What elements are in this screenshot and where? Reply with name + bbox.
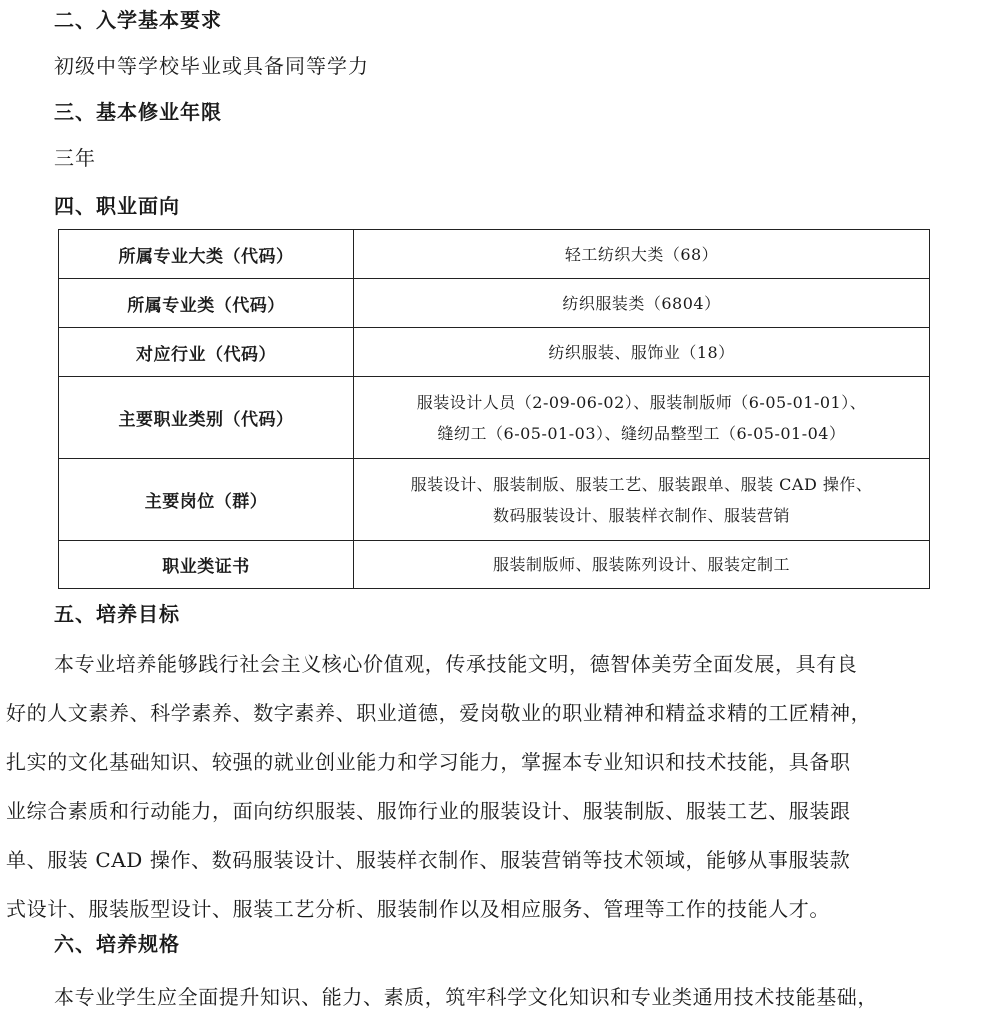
table-value-line: 缝纫工（6-05-01-03）、缝纫品整型工（6-05-01-04） bbox=[437, 423, 846, 443]
table-value-cell bbox=[354, 230, 930, 279]
paragraph-line: 本专业培养能够践行社会主义核心价值观，传承技能文明，德智体美劳全面发展，具有良 bbox=[54, 652, 858, 676]
table-row bbox=[59, 541, 930, 589]
table-row bbox=[59, 328, 930, 377]
paragraph-line: 本专业学生应全面提升知识、能力、素质，筑牢科学文化知识和专业类通用技术技能基础， bbox=[54, 985, 878, 1009]
paragraph-line: 单、服装 CAD 操作、数码服装设计、服装样衣制作、服装营销等技术领域，能够从事服装款 bbox=[6, 848, 851, 872]
table-value-line: 服装设计、服装制版、服装工艺、服装跟单、服装 CAD 操作、 bbox=[410, 474, 873, 494]
study-duration-text: 三年 bbox=[54, 146, 96, 170]
table-value-line: 纺织服装、服饰业（18） bbox=[548, 342, 735, 362]
table-key-cell: 主要岗位（群） bbox=[59, 459, 354, 541]
table-value-cell bbox=[354, 279, 930, 328]
table-key-cell: 对应行业（代码） bbox=[59, 328, 354, 377]
heading-career-orientation: 四、职业面向 bbox=[54, 194, 180, 218]
table-value-cell bbox=[354, 459, 930, 541]
table-value-line: 服装制版师、服装陈列设计、服装定制工 bbox=[492, 555, 790, 574]
heading-training-specifications: 六、培养规格 bbox=[54, 932, 180, 956]
table-value-line: 轻工纺织大类（68） bbox=[564, 244, 719, 264]
training-specifications-paragraph bbox=[6, 973, 996, 1022]
table-value-line: 纺织服装类（6804） bbox=[562, 293, 721, 313]
training-goals-paragraph bbox=[6, 640, 996, 934]
table-value-cell bbox=[354, 377, 930, 459]
table-value-line: 服装设计人员（2-09-06-02）、服装制版师（6-05-01-01）、 bbox=[416, 392, 867, 412]
paragraph-line: 业综合素质和行动能力，面向纺织服装、服饰行业的服装设计、服装制版、服装工艺、服装跟 bbox=[6, 799, 851, 823]
paragraph-line: 好的人文素养、科学素养、数字素养、职业道德，爱岗敬业的职业精神和精益求精的工匠精神， bbox=[6, 701, 872, 725]
table-row bbox=[59, 230, 930, 279]
admission-requirements-text: 初级中等学校毕业或具备同等学力 bbox=[54, 54, 369, 78]
table-key-cell: 职业类证书 bbox=[59, 541, 354, 589]
heading-study-duration: 三、基本修业年限 bbox=[54, 100, 222, 124]
table-key-cell: 主要职业类别（代码） bbox=[59, 377, 354, 459]
table-row bbox=[59, 459, 930, 541]
table-row bbox=[59, 279, 930, 328]
table-row bbox=[59, 377, 930, 459]
paragraph-line: 扎实的文化基础知识、较强的就业创业能力和学习能力，掌握本专业知识和技术技能，具备职 bbox=[6, 750, 851, 774]
table-value-cell bbox=[354, 328, 930, 377]
heading-admission-requirements: 二、入学基本要求 bbox=[54, 8, 222, 32]
table-value-cell bbox=[354, 541, 930, 589]
paragraph-line: 式设计、服装版型设计、服装工艺分析、服装制作以及相应服务、管理等工作的技能人才。 bbox=[6, 897, 830, 921]
career-orientation-table bbox=[58, 229, 930, 589]
table-value-line: 数码服装设计、服装样衣制作、服装营销 bbox=[492, 505, 790, 525]
table-key-cell: 所属专业大类（代码） bbox=[59, 230, 354, 279]
heading-training-goals: 五、培养目标 bbox=[54, 602, 180, 626]
table-key-cell: 所属专业类（代码） bbox=[59, 279, 354, 328]
